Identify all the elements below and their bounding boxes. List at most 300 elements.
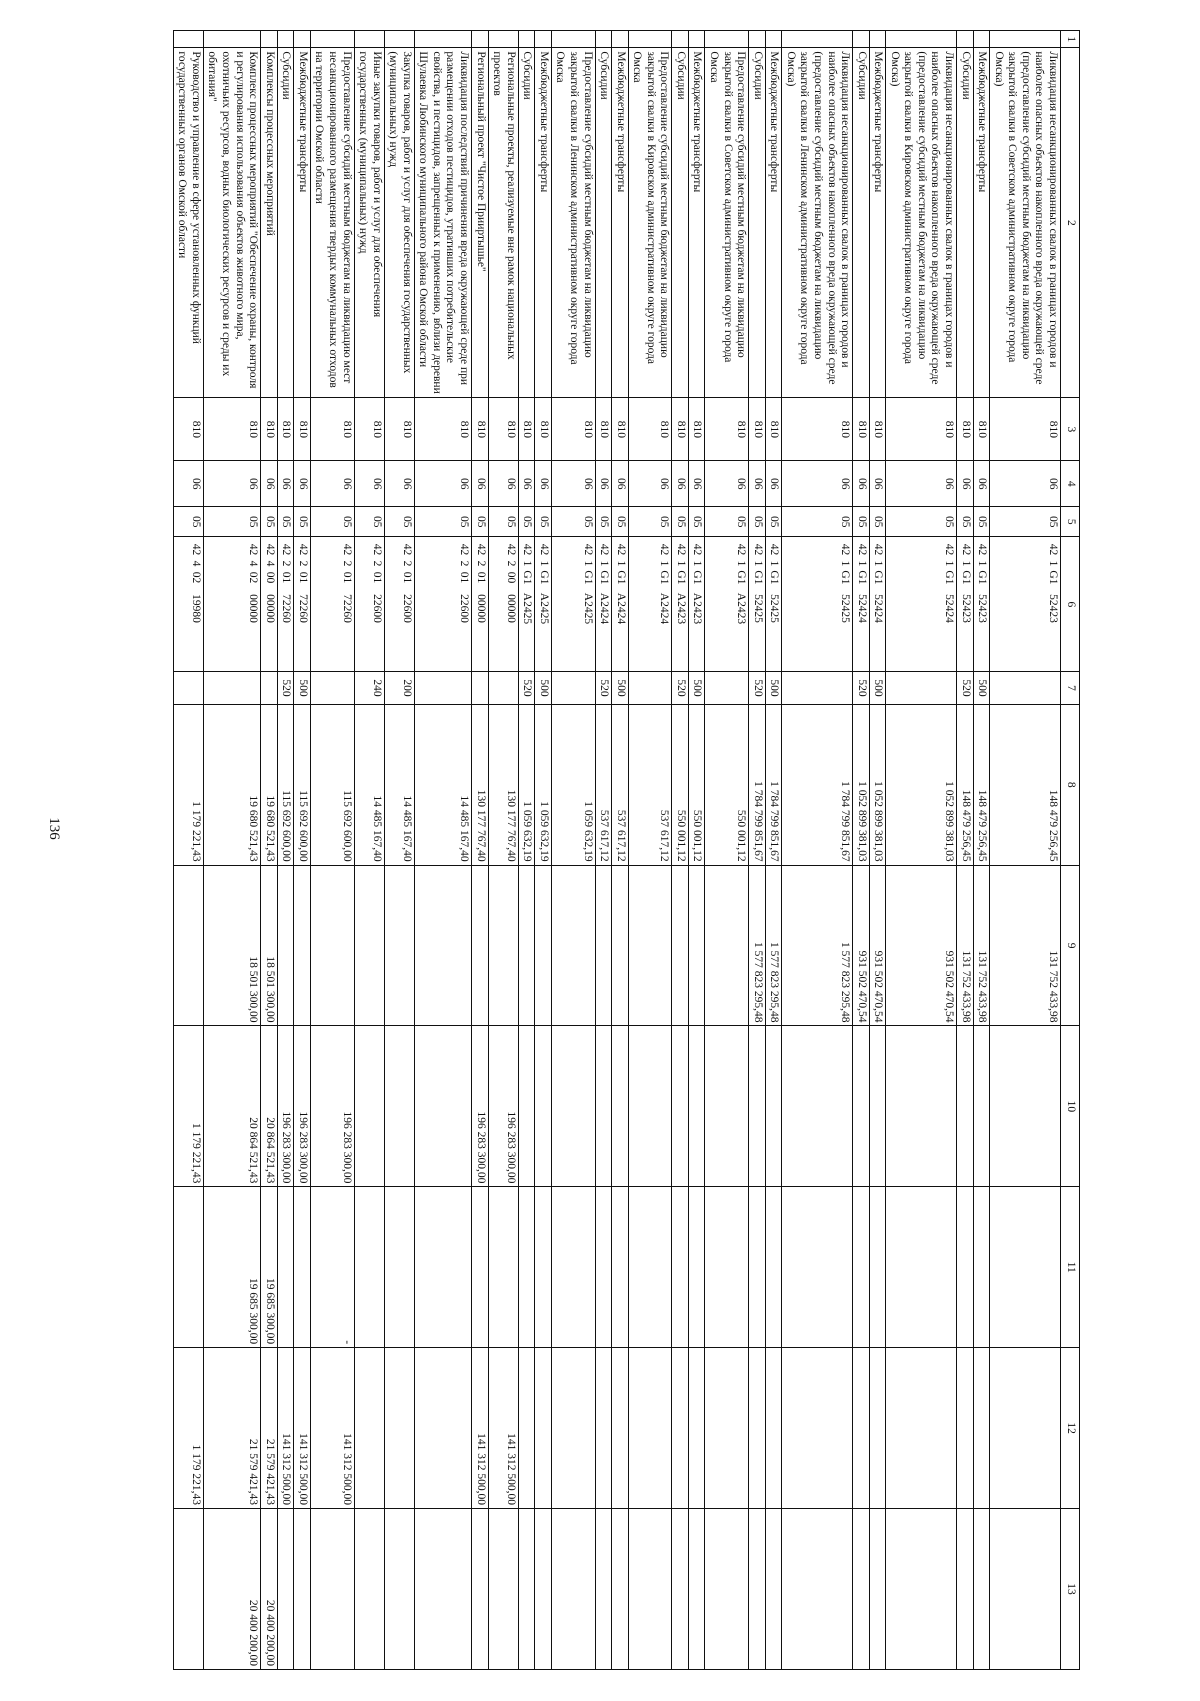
amount-cell [384,865,414,1026]
target-article-part: 42 [189,543,202,556]
table-row [612,31,629,1670]
row-index-cell [688,31,705,48]
column-header: 9 [1061,865,1080,1026]
target-article-part: G1 [537,570,550,585]
amount-cell: 537 617,12 [595,704,612,865]
target-article-part: 2 [280,560,293,567]
row-index-cell [705,31,749,48]
row-index-cell [672,31,689,48]
pr-code-cell: 05 [203,507,260,537]
amount-cell [853,1187,870,1348]
target-article-cell [354,537,384,672]
amount-cell: 1 052 899 381,03 [853,704,870,865]
gr-code-cell: 810 [782,398,853,461]
gr-code-cell: 810 [310,398,354,461]
page-number: 136 [45,817,62,840]
rz-code-cell: 06 [749,461,766,507]
row-index-cell [354,31,384,48]
target-article-part: 1 [839,560,852,567]
amount-cell [782,1187,853,1348]
target-article-part: G1 [768,570,781,585]
expense-type-cell: 500 [765,672,782,705]
target-article-part: 02 [247,571,260,584]
budget-table [173,30,1080,1670]
rz-code-cell: 06 [869,461,886,507]
rz-code-cell: 06 [488,461,518,507]
item-name-cell: Субсидии [853,48,870,398]
amount-cell [595,1026,612,1187]
target-article-part: 52425 [768,594,781,623]
rz-code-cell: 06 [277,461,294,507]
amount-cell [705,1509,749,1670]
target-article-part: 42 [751,543,764,556]
amount-cell [612,1026,629,1187]
target-article-part: 72260 [296,594,309,623]
rz-code-cell: 06 [990,461,1061,507]
amount-cell: 537 617,12 [612,704,629,865]
target-article-cell [535,537,552,672]
item-name-cell: Межбюджетные трансферты [973,48,990,398]
expense-type-cell: 520 [277,672,294,705]
amount-cell: 19 685 300,00 [203,1187,260,1348]
target-article-part: G1 [872,570,885,585]
pr-code-cell: 05 [535,507,552,537]
target-article-part: 52423 [1047,594,1059,623]
amount-cell [957,1509,974,1670]
amount-cell: 1 784 799 851,67 [749,704,766,865]
pr-code-cell: 05 [595,507,612,537]
amount-cell: - [310,1187,354,1348]
row-index-cell [384,31,414,48]
amount-cell: 550 001,12 [705,704,749,865]
amount-cell [973,1348,990,1509]
amount-cell [518,1026,535,1187]
row-index-cell [612,31,629,48]
amount-cell [749,1026,766,1187]
table-row [595,31,612,1670]
amount-cell [765,1026,782,1187]
gr-code-cell: 810 [551,398,595,461]
item-name-cell: Руководство и управление в сфере установленных функций государственных органов Омской области [173,48,203,398]
target-article-part: A2425 [521,592,534,625]
gr-code-cell: 810 [472,398,489,461]
column-header: 5 [1061,507,1080,537]
amount-cell [551,1187,595,1348]
expense-type-cell [472,672,489,705]
table-body [173,31,1060,1670]
target-article-part: 1 [943,560,956,567]
amount-cell: 14 485 167,40 [414,704,471,865]
amount-cell [628,1509,672,1670]
gr-code-cell: 810 [990,398,1061,461]
amount-cell [173,1187,203,1348]
pr-code-cell: 05 [354,507,384,537]
target-article-part: 00000 [263,594,276,623]
expense-type-cell [990,672,1061,705]
amount-cell [518,1509,535,1670]
item-name-cell: Субсидии [595,48,612,398]
gr-code-cell: 810 [173,398,203,461]
amount-cell [886,1509,957,1670]
column-header: 11 [1061,1187,1080,1348]
table-row [688,31,705,1670]
amount-cell [414,1509,471,1670]
amount-cell [886,1348,957,1509]
amount-cell: 131 752 433,98 [973,865,990,1026]
expense-type-cell [203,672,260,705]
amount-cell [612,1187,629,1348]
target-article-part: A2424 [614,592,627,625]
gr-code-cell: 810 [973,398,990,461]
amount-cell: 196 283 300,00 [472,1026,489,1187]
rz-code-cell: 06 [765,461,782,507]
amount-cell [886,1187,957,1348]
rz-code-cell: 06 [535,461,552,507]
target-article-part: 52424 [872,594,885,623]
table-row [310,31,354,1670]
amount-cell [354,1348,384,1509]
column-header: 7 [1061,672,1080,705]
amount-cell [551,1026,595,1187]
target-article-part: 1 [581,560,594,567]
rz-code-cell: 06 [705,461,749,507]
gr-code-cell: 810 [294,398,311,461]
rz-code-cell: 06 [612,461,629,507]
rz-code-cell: 06 [294,461,311,507]
amount-cell [869,1509,886,1670]
target-article-part: G1 [959,570,972,585]
expense-type-cell: 500 [688,672,705,705]
target-article-part: 52424 [855,594,868,623]
amount-cell [765,1348,782,1509]
target-article-part: G1 [581,570,594,585]
target-article-part: A2424 [658,592,671,625]
target-article-cell [310,537,354,672]
expense-type-cell: 500 [294,672,311,705]
target-article-part: A2425 [537,592,550,625]
amount-cell: 1 577 823 295,48 [749,865,766,1026]
expense-type-cell [782,672,853,705]
amount-cell: 130 177 767,40 [488,704,518,865]
amount-cell: 131 752 433,98 [957,865,974,1026]
target-article-part: 1 [959,560,972,567]
target-article-part: 42 [691,543,704,556]
header-row [1061,31,1080,1670]
column-header: 8 [1061,704,1080,865]
target-article-part: A2423 [674,592,687,625]
amount-cell [688,1187,705,1348]
table-row [853,31,870,1670]
amount-cell [869,1348,886,1509]
target-article-part: G1 [614,570,627,585]
target-article-part: 1 [691,560,704,567]
table-row [990,31,1061,1670]
item-name-cell: Межбюджетные трансферты [535,48,552,398]
target-article-part: 42 [658,543,671,556]
table-row [551,31,595,1670]
rz-code-cell: 06 [310,461,354,507]
amount-cell: 21 579 421,43 [261,1348,278,1509]
amount-cell [688,1348,705,1509]
gr-code-cell: 810 [869,398,886,461]
item-name-cell: Межбюджетные трансферты [688,48,705,398]
target-article-part: G1 [855,570,868,585]
amount-cell: 19 680 521,43 [261,704,278,865]
target-article-cell [488,537,518,672]
target-article-part: 42 [1047,543,1059,556]
amount-cell: 1 577 823 295,48 [782,865,853,1026]
row-index-cell [990,31,1061,48]
table-row [294,31,311,1670]
item-name-cell: Субсидии [749,48,766,398]
gr-code-cell: 810 [203,398,260,461]
amount-cell: 1 059 632,19 [551,704,595,865]
item-name-cell: Межбюджетные трансферты [765,48,782,398]
target-article-cell [518,537,535,672]
column-header: 1 [1061,31,1080,48]
expense-type-cell: 520 [672,672,689,705]
target-article-part: 42 [674,543,687,556]
amount-cell [612,865,629,1026]
amount-cell [595,1187,612,1348]
target-article-part: 2 [474,560,487,567]
target-article-part: 42 [581,543,594,556]
target-article-cell [886,537,957,672]
table-row [672,31,689,1670]
target-article-part: 4 [247,560,260,567]
row-index-cell [765,31,782,48]
target-article-part: G1 [658,570,671,585]
target-article-part: 01 [280,571,293,584]
target-article-part: G1 [735,570,748,585]
expense-type-cell [261,672,278,705]
amount-cell [518,1187,535,1348]
gr-code-cell: 810 [535,398,552,461]
amount-cell [853,1026,870,1187]
rz-code-cell: 06 [628,461,672,507]
table-row [628,31,672,1670]
target-article-part: 42 [855,543,868,556]
target-article-part: 42 [872,543,885,556]
target-article-cell [705,537,749,672]
expense-type-cell [551,672,595,705]
target-article-part: 00000 [504,594,517,623]
amount-cell: 18 501 300,00 [261,865,278,1026]
amount-cell [277,1509,294,1670]
target-article-part: 52423 [976,594,989,623]
target-article-part: 42 [400,543,413,556]
amount-cell: 18 501 300,00 [203,865,260,1026]
row-index-cell [261,31,278,48]
gr-code-cell: 810 [749,398,766,461]
row-index-cell [957,31,974,48]
table-row [488,31,518,1670]
amount-cell [990,1026,1061,1187]
amount-cell [612,1509,629,1670]
amount-cell: 1 059 632,19 [518,704,535,865]
amount-cell [853,1509,870,1670]
expense-type-cell: 520 [749,672,766,705]
target-article-cell [551,537,595,672]
table-row [973,31,990,1670]
target-article-cell [384,537,414,672]
target-article-part: 72260 [280,594,293,623]
table-row [354,31,384,1670]
target-article-part: G1 [839,570,852,585]
amount-cell [414,1348,471,1509]
amount-cell: 1 052 899 381,03 [869,704,886,865]
gr-code-cell: 810 [612,398,629,461]
target-article-cell [869,537,886,672]
rz-code-cell: 06 [173,461,203,507]
amount-cell [688,1509,705,1670]
table-row [384,31,414,1670]
target-article-cell [472,537,489,672]
expense-type-cell [310,672,354,705]
rz-code-cell: 06 [354,461,384,507]
amount-cell [354,1026,384,1187]
gr-code-cell: 810 [277,398,294,461]
target-article-part: 42 [474,543,487,556]
amount-cell [672,1348,689,1509]
pr-code-cell: 05 [384,507,414,537]
amount-cell: 1 179 221,43 [173,1348,203,1509]
target-article-part: 01 [296,571,309,584]
amount-cell: 141 312 500,00 [294,1348,311,1509]
target-article-part: 1 [751,560,764,567]
table-row [957,31,974,1670]
amount-cell: 537 617,12 [628,704,672,865]
expense-type-cell [488,672,518,705]
amount-cell [595,865,612,1026]
target-article-cell [203,537,260,672]
amount-cell [535,1026,552,1187]
row-index-cell [518,31,535,48]
amount-cell: 131 752 433,98 [990,865,1061,1026]
amount-cell [869,1187,886,1348]
amount-cell: 14 485 167,40 [384,704,414,865]
target-article-part: 42 [521,543,534,556]
row-index-cell [869,31,886,48]
target-article-part: 42 [839,543,852,556]
target-article-part: 4 [189,560,202,567]
amount-cell [990,1348,1061,1509]
column-header: 3 [1061,398,1080,461]
pr-code-cell: 05 [973,507,990,537]
rz-code-cell: 06 [261,461,278,507]
amount-cell: 1 179 221,43 [173,704,203,865]
amount-cell [688,1026,705,1187]
target-article-part: 2 [370,560,383,567]
amount-cell [384,1187,414,1348]
pr-code-cell: 05 [782,507,853,537]
amount-cell [672,1187,689,1348]
item-name-cell: Предоставление субсидий местным бюджетам на ликвидацию мест несанкционированного размещения твердых коммунальных отходов на территории Омской области [310,48,354,398]
column-header: 2 [1061,48,1080,398]
target-article-part: 00 [263,571,276,584]
target-article-part: 02 [189,571,202,584]
amount-cell [595,1509,612,1670]
amount-cell [518,1348,535,1509]
amount-cell: 19 685 300,00 [261,1187,278,1348]
target-article-part: 42 [598,543,611,556]
target-article-cell [853,537,870,672]
amount-cell [765,1187,782,1348]
amount-cell [294,865,311,1026]
gr-code-cell: 810 [261,398,278,461]
target-article-part: 1 [658,560,671,567]
amount-cell [990,1187,1061,1348]
rz-code-cell: 06 [853,461,870,507]
item-name-cell: Ликвидация несанкционированных свалок в границах городов и наиболее опасных объектов накопленного вреда окружающей среде (предоставление субсидий местным бюджетам на ликвидацию закрытой свалки в Советском административном округе города Омска) [990,48,1061,398]
target-article-part: 2 [296,560,309,567]
rz-code-cell: 06 [518,461,535,507]
pr-code-cell: 05 [672,507,689,537]
amount-cell [990,1509,1061,1670]
amount-cell [688,865,705,1026]
row-index-cell [414,31,471,48]
rz-code-cell: 06 [472,461,489,507]
row-index-cell [853,31,870,48]
target-article-part: 1 [768,560,781,567]
gr-code-cell: 810 [384,398,414,461]
amount-cell [628,1187,672,1348]
gr-code-cell: 810 [488,398,518,461]
target-article-part: G1 [674,570,687,585]
gr-code-cell: 810 [957,398,974,461]
amount-cell [535,1509,552,1670]
amount-cell [472,1187,489,1348]
target-article-cell [688,537,705,672]
item-name-cell: Субсидии [672,48,689,398]
amount-cell [628,1026,672,1187]
row-index-cell [595,31,612,48]
target-article-part: G1 [943,570,956,585]
amount-cell [782,1348,853,1509]
amount-cell [749,1509,766,1670]
target-article-cell [782,537,853,672]
target-article-part: 42 [247,543,260,556]
item-name-cell: Ликвидация несанкционированных свалок в границах городов и наиболее опасных объектов накопленного вреда окружающей среде (предоставление субсидий местным бюджетам на ликвидацию закрытой свалки в Ленинском административном округе города Омска) [782,48,853,398]
pr-code-cell: 05 [294,507,311,537]
table-row [765,31,782,1670]
amount-cell [957,1348,974,1509]
pr-code-cell: 05 [749,507,766,537]
target-article-part: 00 [504,571,517,584]
amount-cell [310,1509,354,1670]
item-name-cell: Субсидии [277,48,294,398]
gr-code-cell: 810 [688,398,705,461]
target-article-cell [957,537,974,672]
target-article-cell [628,537,672,672]
rz-code-cell: 06 [886,461,957,507]
target-article-part: 42 [370,543,383,556]
row-index-cell [173,31,203,48]
amount-cell [782,1026,853,1187]
rz-code-cell: 06 [782,461,853,507]
row-index-cell [277,31,294,48]
row-index-cell [535,31,552,48]
item-name-cell: Комплекс процессных мероприятий "Обеспечение охраны, контроля и регулирования использования объектов животного мира, охотничьих ресурсов, водных биологических ресурсов и среды их обитания" [203,48,260,398]
item-name-cell: Региональные проекты, реализуемые вне рамок национальных проектов [488,48,518,398]
pr-code-cell: 05 [551,507,595,537]
amount-cell [551,1509,595,1670]
amount-cell [277,865,294,1026]
target-article-part: 42 [735,543,748,556]
table-row [749,31,766,1670]
rz-code-cell: 06 [672,461,689,507]
amount-cell [595,1348,612,1509]
